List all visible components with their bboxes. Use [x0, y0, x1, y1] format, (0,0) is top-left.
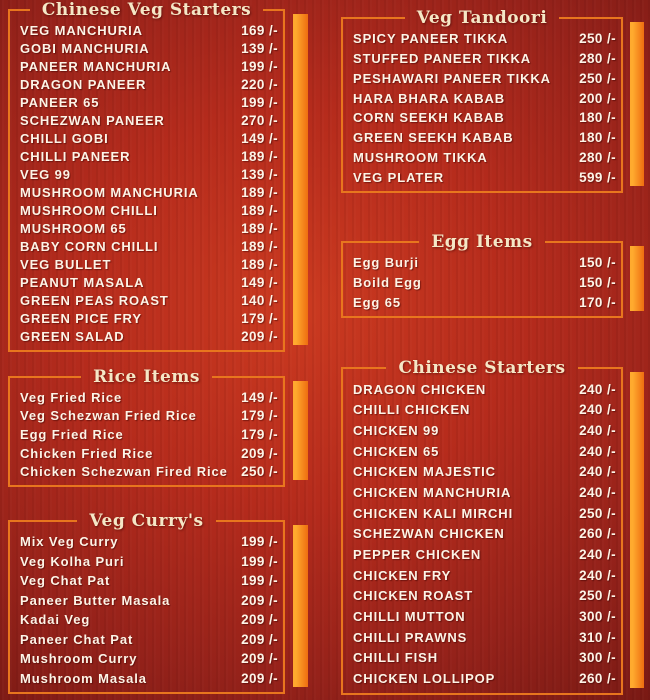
item-price: 209 /- — [241, 631, 278, 647]
menu-item-row — [20, 329, 278, 344]
section-box — [341, 232, 623, 318]
menu-item-row — [20, 149, 278, 164]
item-name: CHICKEN ROAST — [353, 588, 474, 604]
item-name: MUSHROOM 65 — [20, 221, 127, 237]
section-accent-bar — [293, 14, 308, 345]
item-name: MUSHROOM MANCHURIA — [20, 184, 199, 200]
menu-item-row — [353, 51, 616, 66]
menu-item-row — [353, 650, 616, 665]
item-price: 250 /- — [579, 588, 616, 604]
item-name: Egg Burji — [353, 255, 419, 271]
item-price: 189 /- — [241, 184, 278, 200]
section-header — [8, 367, 285, 387]
item-name: VEG PLATER — [353, 169, 445, 185]
menu-item-row — [20, 275, 278, 290]
menu-item-row — [20, 390, 278, 405]
menu-item-row — [353, 671, 616, 686]
item-price: 180 /- — [579, 110, 616, 126]
item-price: 310 /- — [579, 629, 616, 645]
section-items-list — [10, 532, 283, 688]
section-header — [8, 0, 285, 20]
menu-item-row — [20, 239, 278, 254]
menu-item-row — [20, 167, 278, 182]
item-price: 250 /- — [241, 464, 278, 480]
item-name: GREEN SALAD — [20, 329, 125, 345]
item-name: Paneer Butter Masala — [20, 592, 171, 608]
section-items-list — [10, 388, 283, 481]
menu-item-row — [20, 203, 278, 218]
menu-item-row — [20, 257, 278, 272]
section-title: Chinese Starters — [398, 358, 566, 378]
item-price: 270 /- — [241, 112, 278, 128]
item-name: SCHEZWAN PANEER — [20, 112, 165, 128]
menu-item-row — [20, 632, 278, 647]
item-name: CHICKEN FRY — [353, 567, 452, 583]
menu-item-row — [353, 150, 616, 165]
item-name: Veg Schezwan Fried Rice — [20, 408, 197, 424]
item-name: VEG BULLET — [20, 257, 112, 273]
menu-item-row — [353, 464, 616, 479]
item-price: 139 /- — [241, 166, 278, 182]
item-name: VEG 99 — [20, 166, 71, 182]
menu-item-row — [20, 446, 278, 461]
menu-item-row — [20, 593, 278, 608]
item-name: GREEN PEAS ROAST — [20, 293, 169, 309]
menu-item-row — [353, 170, 616, 185]
item-name: GREEN PICE FRY — [20, 311, 142, 327]
menu-item-row — [20, 573, 278, 588]
section-accent-bar — [293, 381, 308, 480]
item-price: 149 /- — [241, 130, 278, 146]
section-box — [8, 367, 285, 487]
item-name: CHICKEN MAJESTIC — [353, 464, 496, 480]
item-price: 199 /- — [241, 534, 278, 550]
item-price: 140 /- — [241, 293, 278, 309]
item-price: 180 /- — [579, 130, 616, 146]
menu-item-row — [20, 59, 278, 74]
section-accent-bar — [630, 22, 644, 186]
menu-item-row — [353, 444, 616, 459]
menu-section-rice-items — [8, 367, 308, 487]
item-name: PEANUT MASALA — [20, 275, 145, 291]
menu-item-row — [353, 130, 616, 145]
section-title: Egg Items — [431, 232, 533, 252]
section-items-list — [343, 29, 621, 187]
item-price: 209 /- — [241, 445, 278, 461]
item-price: 260 /- — [579, 526, 616, 542]
item-price: 260 /- — [579, 671, 616, 687]
section-title: Veg Curry's — [89, 511, 204, 531]
section-title: Chinese Veg Starters — [41, 0, 252, 20]
section-box — [341, 8, 623, 193]
item-price: 240 /- — [579, 443, 616, 459]
section-title: Veg Tandoori — [416, 8, 548, 28]
item-name: Egg 65 — [353, 294, 402, 310]
menu-item-row — [20, 95, 278, 110]
item-price: 220 /- — [241, 76, 278, 92]
menu-item-row — [353, 275, 616, 290]
item-name: Paneer Chat Pat — [20, 631, 134, 647]
item-price: 209 /- — [241, 670, 278, 686]
item-price: 199 /- — [241, 58, 278, 74]
menu-section-chinese-veg-starters — [8, 0, 308, 352]
item-name: CHILLI CHICKEN — [353, 402, 471, 418]
item-price: 149 /- — [241, 389, 278, 405]
menu-item-row — [353, 506, 616, 521]
menu-item-row — [20, 131, 278, 146]
item-name: SCHEZWAN CHICKEN — [353, 526, 505, 542]
section-title: Rice Items — [93, 367, 200, 387]
item-name: Kadai Veg — [20, 612, 91, 628]
menu-item-row — [20, 221, 278, 236]
item-price: 149 /- — [241, 275, 278, 291]
item-name: CHILLI GOBI — [20, 130, 109, 146]
item-name: CORN SEEKH KABAB — [353, 110, 505, 126]
menu-item-row — [353, 382, 616, 397]
item-price: 189 /- — [241, 148, 278, 164]
section-items-list — [343, 253, 621, 312]
menu-item-row — [20, 311, 278, 326]
menu-item-row — [20, 612, 278, 627]
item-price: 169 /- — [241, 22, 278, 38]
item-name: VEG MANCHURIA — [20, 22, 143, 38]
section-header — [341, 358, 623, 378]
item-price: 240 /- — [579, 464, 616, 480]
item-name: Egg Fried Rice — [20, 426, 124, 442]
item-name: DRAGON PANEER — [20, 76, 147, 92]
menu-item-row — [20, 554, 278, 569]
menu-item-row — [353, 423, 616, 438]
menu-item-row — [20, 427, 278, 442]
item-name: STUFFED PANEER TIKKA — [353, 51, 532, 67]
item-name: PANEER 65 — [20, 94, 100, 110]
item-price: 209 /- — [241, 592, 278, 608]
item-name: CHILLI PANEER — [20, 148, 131, 164]
menu-item-row — [353, 588, 616, 603]
item-name: PEPPER CHICKEN — [353, 547, 482, 563]
item-price: 199 /- — [241, 553, 278, 569]
section-header — [341, 232, 623, 252]
section-accent-bar — [293, 525, 308, 687]
menu-item-row — [353, 110, 616, 125]
item-name: Mushroom Curry — [20, 651, 138, 667]
item-price: 300 /- — [579, 609, 616, 625]
item-price: 150 /- — [579, 255, 616, 271]
item-name: Boild Egg — [353, 274, 422, 290]
item-price: 599 /- — [579, 169, 616, 185]
item-price: 250 /- — [579, 70, 616, 86]
menu-item-row — [353, 547, 616, 562]
item-price: 250 /- — [579, 505, 616, 521]
section-accent-bar — [630, 246, 644, 311]
item-name: GREEN SEEKH KABAB — [353, 130, 514, 146]
menu-item-row — [353, 31, 616, 46]
item-name: GOBI MANCHURIA — [20, 40, 150, 56]
item-name: Mix Veg Curry — [20, 534, 119, 550]
item-price: 199 /- — [241, 94, 278, 110]
item-name: Veg Kolha Puri — [20, 553, 125, 569]
item-price: 209 /- — [241, 612, 278, 628]
section-items-list — [10, 21, 283, 346]
item-price: 240 /- — [579, 547, 616, 563]
item-name: SPICY PANEER TIKKA — [353, 31, 509, 47]
item-price: 300 /- — [579, 650, 616, 666]
item-name: Chicken Fried Rice — [20, 445, 154, 461]
item-name: CHILLI MUTTON — [353, 609, 466, 625]
menu-item-row — [20, 185, 278, 200]
item-name: CHICKEN 65 — [353, 443, 440, 459]
item-name: PANEER MANCHURIA — [20, 58, 172, 74]
menu-item-row — [353, 526, 616, 541]
section-header — [341, 8, 623, 28]
menu-item-row — [353, 568, 616, 583]
section-box — [341, 358, 623, 695]
section-items-list — [343, 379, 621, 689]
menu-item-row — [20, 464, 278, 479]
item-price: 280 /- — [579, 51, 616, 67]
item-price: 199 /- — [241, 573, 278, 589]
menu-item-row — [20, 77, 278, 92]
item-price: 240 /- — [579, 567, 616, 583]
menu-item-row — [20, 671, 278, 686]
item-price: 170 /- — [579, 294, 616, 310]
item-name: Mushroom Masala — [20, 670, 147, 686]
item-price: 209 /- — [241, 651, 278, 667]
menu-item-row — [20, 293, 278, 308]
item-price: 209 /- — [241, 329, 278, 345]
menu-item-row — [20, 113, 278, 128]
item-name: Chicken Schezwan Fired Rice — [20, 464, 228, 480]
item-price: 240 /- — [579, 423, 616, 439]
item-price: 189 /- — [241, 257, 278, 273]
item-name: CHICKEN MANCHURIA — [353, 485, 512, 501]
item-name: CHICKEN KALI MIRCHI — [353, 505, 514, 521]
menu-item-row — [20, 534, 278, 549]
item-price: 189 /- — [241, 221, 278, 237]
section-box — [8, 0, 285, 352]
item-price: 139 /- — [241, 40, 278, 56]
item-name: Veg Chat Pat — [20, 573, 111, 589]
menu-section-veg-tandoori — [341, 8, 644, 193]
item-price: 240 /- — [579, 402, 616, 418]
menu-item-row — [353, 609, 616, 624]
item-price: 150 /- — [579, 274, 616, 290]
menu-section-egg-items — [341, 232, 644, 318]
menu-item-row — [353, 630, 616, 645]
item-name: CHICKEN LOLLIPOP — [353, 671, 496, 687]
item-price: 179 /- — [241, 408, 278, 424]
menu-section-veg-currys — [8, 511, 308, 694]
item-price: 240 /- — [579, 485, 616, 501]
section-accent-bar — [630, 372, 644, 688]
item-name: MUSHROOM CHILLI — [20, 202, 158, 218]
item-name: MUSHROOM TIKKA — [353, 149, 488, 165]
item-name: DRAGON CHICKEN — [353, 381, 487, 397]
menu-item-row — [20, 41, 278, 56]
item-name: HARA BHARA KABAB — [353, 90, 506, 106]
menu-item-row — [353, 71, 616, 86]
item-price: 189 /- — [241, 202, 278, 218]
menu-item-row — [353, 91, 616, 106]
menu-item-row — [20, 23, 278, 38]
menu-item-row — [353, 295, 616, 310]
menu-item-row — [353, 255, 616, 270]
menu-section-chinese-starters — [341, 358, 644, 695]
menu-item-row — [20, 651, 278, 666]
item-price: 280 /- — [579, 149, 616, 165]
item-price: 179 /- — [241, 426, 278, 442]
section-box — [8, 511, 285, 694]
item-price: 200 /- — [579, 90, 616, 106]
item-price: 250 /- — [579, 31, 616, 47]
item-name: Veg Fried Rice — [20, 389, 123, 405]
item-name: CHICKEN 99 — [353, 423, 440, 439]
menu-item-row — [353, 402, 616, 417]
item-name: CHILLI FISH — [353, 650, 439, 666]
menu-item-row — [353, 485, 616, 500]
item-price: 179 /- — [241, 311, 278, 327]
item-name: CHILLI PRAWNS — [353, 629, 468, 645]
section-header — [8, 511, 285, 531]
menu-item-row — [20, 408, 278, 423]
item-name: BABY CORN CHILLI — [20, 239, 159, 255]
item-price: 189 /- — [241, 239, 278, 255]
item-name: PESHAWARI PANEER TIKKA — [353, 70, 551, 86]
item-price: 240 /- — [579, 381, 616, 397]
